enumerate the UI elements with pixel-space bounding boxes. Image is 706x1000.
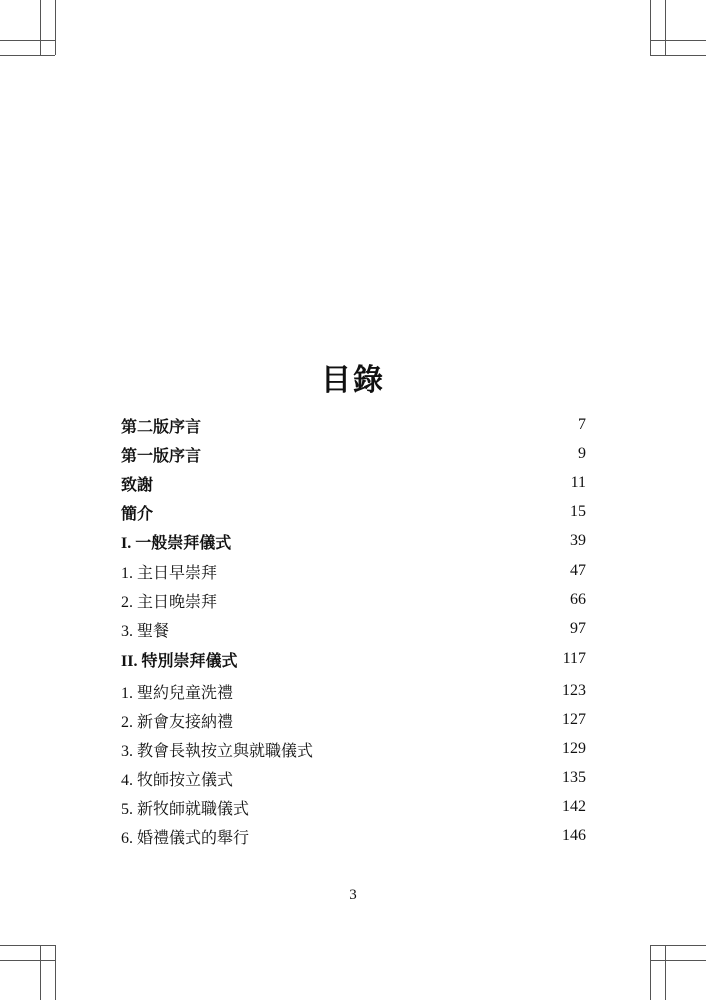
toc-entry-label [121, 825, 249, 848]
toc-entry-label [121, 738, 313, 761]
crop-mark [40, 945, 41, 1000]
toc-entry[interactable] [121, 707, 586, 733]
toc-entry-text: 聖約兒童洗禮 [137, 682, 234, 702]
toc-entry-page: 117 [562, 650, 586, 667]
toc-entry[interactable] [121, 616, 586, 642]
toc-entry-prefix: 3. [121, 742, 137, 760]
toc-entry-page: 123 [562, 682, 586, 699]
toc-entry[interactable] [121, 587, 586, 613]
crop-mark [665, 945, 666, 1000]
crop-mark [55, 0, 56, 55]
toc-entry-label [121, 472, 153, 495]
toc-entry-label [121, 618, 169, 641]
toc-entry[interactable] [121, 736, 586, 762]
toc-entry-prefix: 5. [121, 800, 137, 818]
crop-mark [650, 960, 706, 961]
toc-entry-label [121, 796, 249, 819]
toc-entry-label [121, 680, 233, 703]
toc-entry-text: 主日早崇拜 [137, 562, 218, 582]
crop-mark [0, 40, 55, 41]
toc-entry-text: 第一版序言 [121, 445, 202, 465]
toc-entry-page: 66 [570, 591, 586, 608]
toc-entry-page: 97 [570, 620, 586, 637]
toc-entry-page: 135 [562, 769, 586, 786]
toc-entry-prefix: 6. [121, 829, 137, 847]
toc-entry-prefix: 1. [121, 564, 137, 582]
toc-entry[interactable] [121, 646, 586, 672]
toc-entry-text: 聖餐 [137, 620, 170, 640]
crop-mark [0, 55, 55, 56]
toc-entry-page: 146 [562, 827, 586, 844]
toc-entry[interactable] [121, 823, 586, 849]
toc-entry-text: 致謝 [121, 474, 154, 494]
toc-entry-text: 牧師按立儀式 [137, 769, 234, 789]
toc-entry-text: 簡介 [121, 503, 154, 523]
crop-mark [650, 945, 651, 1000]
crop-mark [650, 945, 706, 946]
toc-entry-text: 新牧師就職儀式 [137, 798, 250, 818]
toc-entry-prefix: 2. [121, 713, 137, 731]
crop-mark [650, 0, 651, 55]
toc-entry-label [121, 414, 201, 437]
crop-mark [665, 0, 666, 55]
toc-entry-label [121, 648, 237, 671]
toc-entry-page: 11 [570, 474, 586, 491]
crop-mark [0, 945, 55, 946]
toc-entry[interactable] [121, 470, 586, 496]
toc-entry-page: 47 [570, 562, 586, 579]
toc-entry-text: 主日晚崇拜 [137, 591, 218, 611]
toc-entry-prefix: 3. [121, 622, 137, 640]
toc-entry[interactable] [121, 412, 586, 438]
crop-mark [0, 960, 55, 961]
toc-entry-prefix: 2. [121, 593, 137, 611]
toc-entry-label [121, 501, 153, 524]
crop-mark [55, 945, 56, 1000]
toc-entry-label [121, 443, 201, 466]
toc-entry-page: 9 [578, 445, 586, 462]
page-number: 3 [349, 887, 357, 903]
toc-entry-prefix: II. [121, 652, 142, 670]
toc-entry-text: 一般崇拜儀式 [135, 532, 232, 552]
toc-entry-text: 特別崇拜儀式 [141, 650, 238, 670]
toc-entry[interactable] [121, 558, 586, 584]
toc-entry-page: 129 [562, 740, 586, 757]
toc-entry-text: 婚禮儀式的舉行 [137, 827, 250, 847]
toc-entry-prefix: 4. [121, 771, 137, 789]
toc-entry-page: 15 [570, 503, 586, 520]
toc-entry-text: 新會友接納禮 [137, 711, 234, 731]
toc-entry-page: 127 [562, 711, 586, 728]
toc-entry[interactable] [121, 441, 586, 467]
crop-mark [650, 55, 706, 56]
toc-entry[interactable] [121, 678, 586, 704]
toc-entry-prefix: I. [121, 534, 136, 552]
crop-mark [40, 0, 41, 55]
toc-entry[interactable] [121, 794, 586, 820]
toc-entry-label [121, 589, 217, 612]
toc-entry-label [121, 530, 231, 553]
toc-entry-text: 教會長執按立與就職儀式 [137, 740, 314, 760]
toc-entry-prefix: 1. [121, 684, 137, 702]
toc-entry-label [121, 709, 233, 732]
toc-entry-page: 7 [578, 416, 586, 433]
toc-entry-page: 39 [570, 532, 586, 549]
toc-title: 目錄 [321, 363, 385, 398]
toc-entry-label [121, 767, 233, 790]
toc-entry[interactable] [121, 528, 586, 554]
crop-mark [650, 40, 706, 41]
toc-entry[interactable] [121, 765, 586, 791]
toc-entry-label [121, 560, 217, 583]
toc-entry-text: 第二版序言 [121, 416, 202, 436]
toc-entry[interactable] [121, 499, 586, 525]
toc-entry-page: 142 [562, 798, 586, 815]
